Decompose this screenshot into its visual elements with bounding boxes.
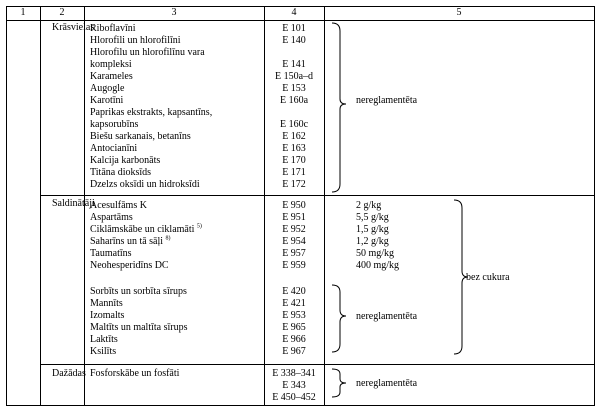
note-unregulated: nereglamentēta [356, 311, 418, 322]
note-unregulated: nereglamentēta [356, 378, 418, 389]
column-header: 4 [291, 7, 297, 18]
additive-code: E 153 [282, 83, 306, 94]
additive-code: E 150a–d [274, 71, 314, 82]
additive-code: E 959 [282, 260, 306, 271]
additive-name-text: Acesulfāms K [90, 200, 147, 211]
additive-code: E 950 [282, 200, 306, 211]
additive-code: E 954 [282, 236, 306, 247]
additive-name: Mannīts [90, 298, 123, 309]
additive-name: Kalcija karbonāts [90, 155, 161, 166]
additive-name [90, 248, 132, 260]
additive-code: E 170 [282, 155, 306, 166]
additive-code: E 420 [282, 286, 306, 297]
group-label-miscellaneous: Dažādas [52, 368, 86, 379]
additive-name: Antocianīni [90, 143, 138, 154]
additive-name: Riboflavīni [90, 23, 136, 34]
footnote-marker: 5) [196, 223, 202, 230]
additive-name-text: Neohesperidīns DC [90, 260, 169, 271]
brace-polyols [332, 285, 346, 352]
additive-code: E 171 [282, 167, 306, 178]
column-header: 5 [456, 7, 462, 18]
note-unregulated: nereglamentēta [356, 95, 418, 106]
additive-name: Maltīts un maltīta sīrups [90, 322, 188, 333]
additive-name-text: Taumatīns [90, 248, 132, 259]
additive-code: E 957 [282, 248, 306, 259]
column-header: 3 [171, 7, 177, 18]
max-level: 2 g/kg [356, 200, 382, 211]
column-header: 1 [20, 7, 26, 18]
additive-code: E 966 [282, 334, 306, 345]
additive-name: Augogle [90, 83, 125, 94]
additive-name: kapsorubīns [90, 119, 139, 130]
additive-code: E 965 [282, 322, 306, 333]
max-level: 400 mg/kg [356, 260, 400, 271]
additive-name [90, 212, 133, 224]
additive-code: E 338–341 [272, 368, 316, 379]
additive-code: E 421 [282, 298, 306, 309]
brace-sugar-free [454, 200, 468, 354]
additive-name: Hlorofili un hlorofilīni [90, 35, 181, 46]
additive-name-text: Ciklāmskābe un ciklamāti [90, 224, 195, 235]
additive-code: E 140 [282, 35, 306, 46]
additive-name: Paprikas ekstrakts, kapsantīns, [90, 107, 213, 118]
additive-name: Ksilīts [90, 346, 117, 357]
brace-colorants [332, 23, 346, 192]
column-header: 2 [59, 7, 65, 18]
additive-code: E 141 [282, 59, 306, 70]
brace-miscellaneous [332, 369, 346, 397]
additive-code: E 162 [282, 131, 306, 142]
additive-name: Fosforskābe un fosfāti [90, 368, 180, 379]
max-level: 5,5 g/kg [356, 212, 389, 223]
additive-name: Biešu sarkanais, betanīns [90, 131, 191, 142]
group-label-colorants: Krāsvielas [52, 22, 95, 33]
additive-code: E 450–452 [272, 392, 316, 403]
additive-name: Laktīts [90, 334, 118, 345]
additive-name: Izomalts [90, 310, 125, 321]
additive-name: Dzelzs oksīdi un hidroksīdi [90, 179, 200, 190]
additive-code: E 967 [282, 346, 306, 357]
additive-name: Hlorofilu un hlorofilīnu vara [90, 47, 205, 58]
additive-code: E 101 [282, 23, 306, 34]
additive-code: E 160a [279, 95, 309, 106]
additive-name: Karotīni [90, 95, 124, 106]
group-label-sweeteners: Saldinātāji [52, 198, 95, 209]
additive-name [90, 236, 171, 248]
max-level: 1,5 g/kg [356, 224, 389, 235]
additive-name [90, 224, 202, 236]
additive-name-text: Saharīns un tā sāļi [90, 236, 164, 247]
note-sugar-free: bez cukura [466, 272, 510, 283]
max-level: 1,2 g/kg [356, 236, 389, 247]
max-level: 50 mg/kg [356, 248, 395, 259]
additive-name: kompleksi [90, 59, 132, 70]
additive-code: E 160c [279, 119, 309, 130]
additive-code: E 951 [282, 212, 306, 223]
additive-name-text: Aspartāms [90, 212, 133, 223]
additive-name: Sorbīts un sorbīta sīrups [90, 286, 187, 297]
footnote-marker: 8) [165, 235, 171, 242]
additive-code: E 172 [282, 179, 306, 190]
additive-code: E 343 [282, 380, 306, 391]
additive-name: Titāna dioksīds [90, 167, 152, 178]
additive-name [90, 260, 169, 272]
additive-name: Karameles [90, 71, 133, 82]
additive-code: E 163 [282, 143, 306, 154]
additive-code: E 953 [282, 310, 306, 321]
additive-code: E 952 [282, 224, 306, 235]
additive-name [90, 200, 147, 212]
